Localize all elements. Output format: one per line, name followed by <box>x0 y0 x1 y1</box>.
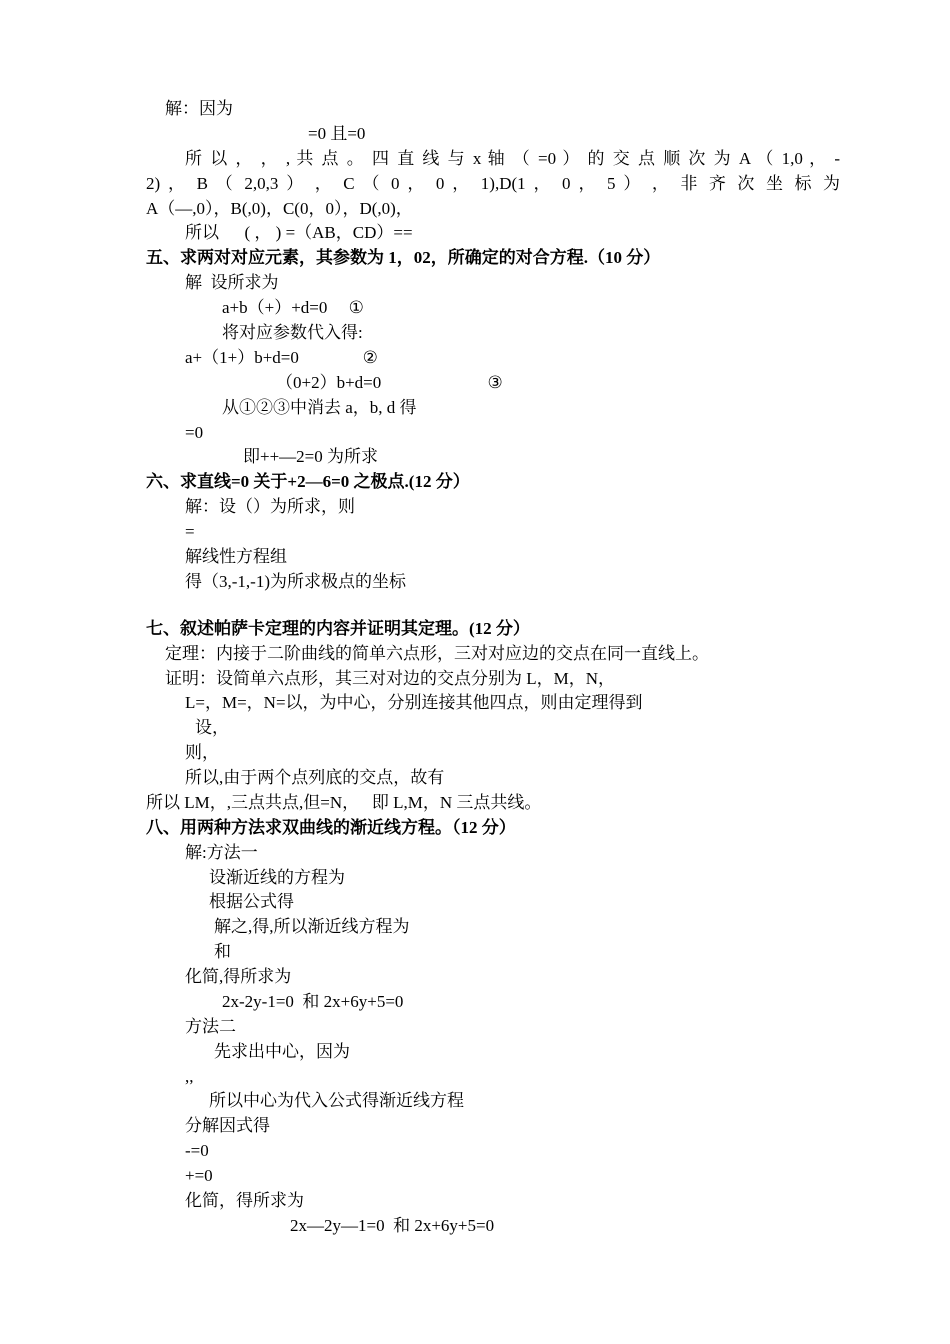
text-line: L=，M=，N=以，为中心，分别连接其他四点，则由定理得到 <box>185 693 643 712</box>
text-line: 设， <box>195 718 229 737</box>
equation-line: 2x—2y—1=0 和 2x+6y+5=0 <box>290 1216 495 1235</box>
text-line: 解之,得,所以渐近线方程为 <box>214 917 410 936</box>
text-line: 所以 LM，,三点共点,但=N， 即 L,M，N 三点共线。 <box>146 793 542 812</box>
text-line: 和 <box>214 942 231 961</box>
text-line: 分解因式得 <box>185 1116 270 1135</box>
text-line: 化简,得所求为 <box>185 967 292 986</box>
text-line: 所 以 ， ， , 共 点 。 四 直 线 与 x 轴 （ =0 ） 的 交 点 顺 次 为 A （ 1,0 ， - <box>185 149 840 168</box>
solution-line: 解:方法一 <box>185 843 258 862</box>
section-heading-5: 五、求两对对应元素，其参数为 1，02，所确定的对合方程.（10 分） <box>146 248 661 267</box>
text-line: 所以中心为代入公式得渐近线方程 <box>209 1091 464 1110</box>
text-line: 化简，得所求为 <box>185 1191 304 1210</box>
text-line: 解线性方程组 <box>185 547 287 566</box>
text-line: 证明：设简单六点形，其三对对边的交点分别为 L，M，N， <box>165 669 616 688</box>
equation-line: （0+2）b+d=0 ③ <box>276 373 503 392</box>
text-line: 即++—2=0 为所求 <box>243 447 379 466</box>
equation-line: ,, <box>185 1067 194 1086</box>
equation-line: a+（1+）b+d=0 ② <box>185 348 378 367</box>
text-line: 定理：内接于二阶曲线的简单六点形，三对对应边的交点在同一直线上。 <box>165 644 709 663</box>
section-heading-7: 七、叙述帕萨卡定理的内容并证明其定理。(12 分） <box>146 619 530 638</box>
text-line: 从①②③中消去 a，b, d 得 <box>222 398 417 417</box>
equation-line: = <box>185 522 195 541</box>
equation-line: -=0 <box>185 1141 209 1160</box>
section-heading-8: 八、用两种方法求双曲线的渐近线方程。（12 分） <box>146 818 516 837</box>
text-line: 设渐近线的方程为 <box>209 868 345 887</box>
solution-line: 解：因为 <box>165 99 233 118</box>
equation-line: =0 且=0 <box>308 124 366 143</box>
text-line: 所以,由于两个点列底的交点，故有 <box>185 768 445 787</box>
text-line: 得（3,-1,-1)为所求极点的坐标 <box>185 572 406 591</box>
text-line: 所以 ( ， ) =（AB，CD）== <box>185 223 413 242</box>
section-heading-6: 六、求直线=0 关于+2—6=0 之极点.(12 分） <box>146 472 470 491</box>
text-line: 根据公式得 <box>209 892 294 911</box>
equation-line: =0 <box>185 423 204 442</box>
text-line: 先求出中心，因为 <box>214 1042 350 1061</box>
equation-line: 2x-2y-1=0 和 2x+6y+5=0 <box>222 992 404 1011</box>
text-line: 方法二 <box>185 1017 236 1036</box>
solution-line: 解 设所求为 <box>185 273 279 292</box>
equation-line: +=0 <box>185 1166 213 1185</box>
text-line: A（—,0），B(,0)，C(0，0），D(,0)， <box>146 199 413 218</box>
text-line: 2) ， B （ 2,0,3 ） ， C （ 0 ， 0 ， 1),D(1 ， 0 ， 5 ） ， 非 齐 次 坐 标 为 <box>146 174 840 193</box>
text-line: 将对应参数代入得: <box>222 323 363 342</box>
equation-line: a+b（+）+d=0 ① <box>222 298 364 317</box>
text-line: 则， <box>185 743 219 762</box>
solution-line: 解：设（）为所求，则 <box>185 497 355 516</box>
